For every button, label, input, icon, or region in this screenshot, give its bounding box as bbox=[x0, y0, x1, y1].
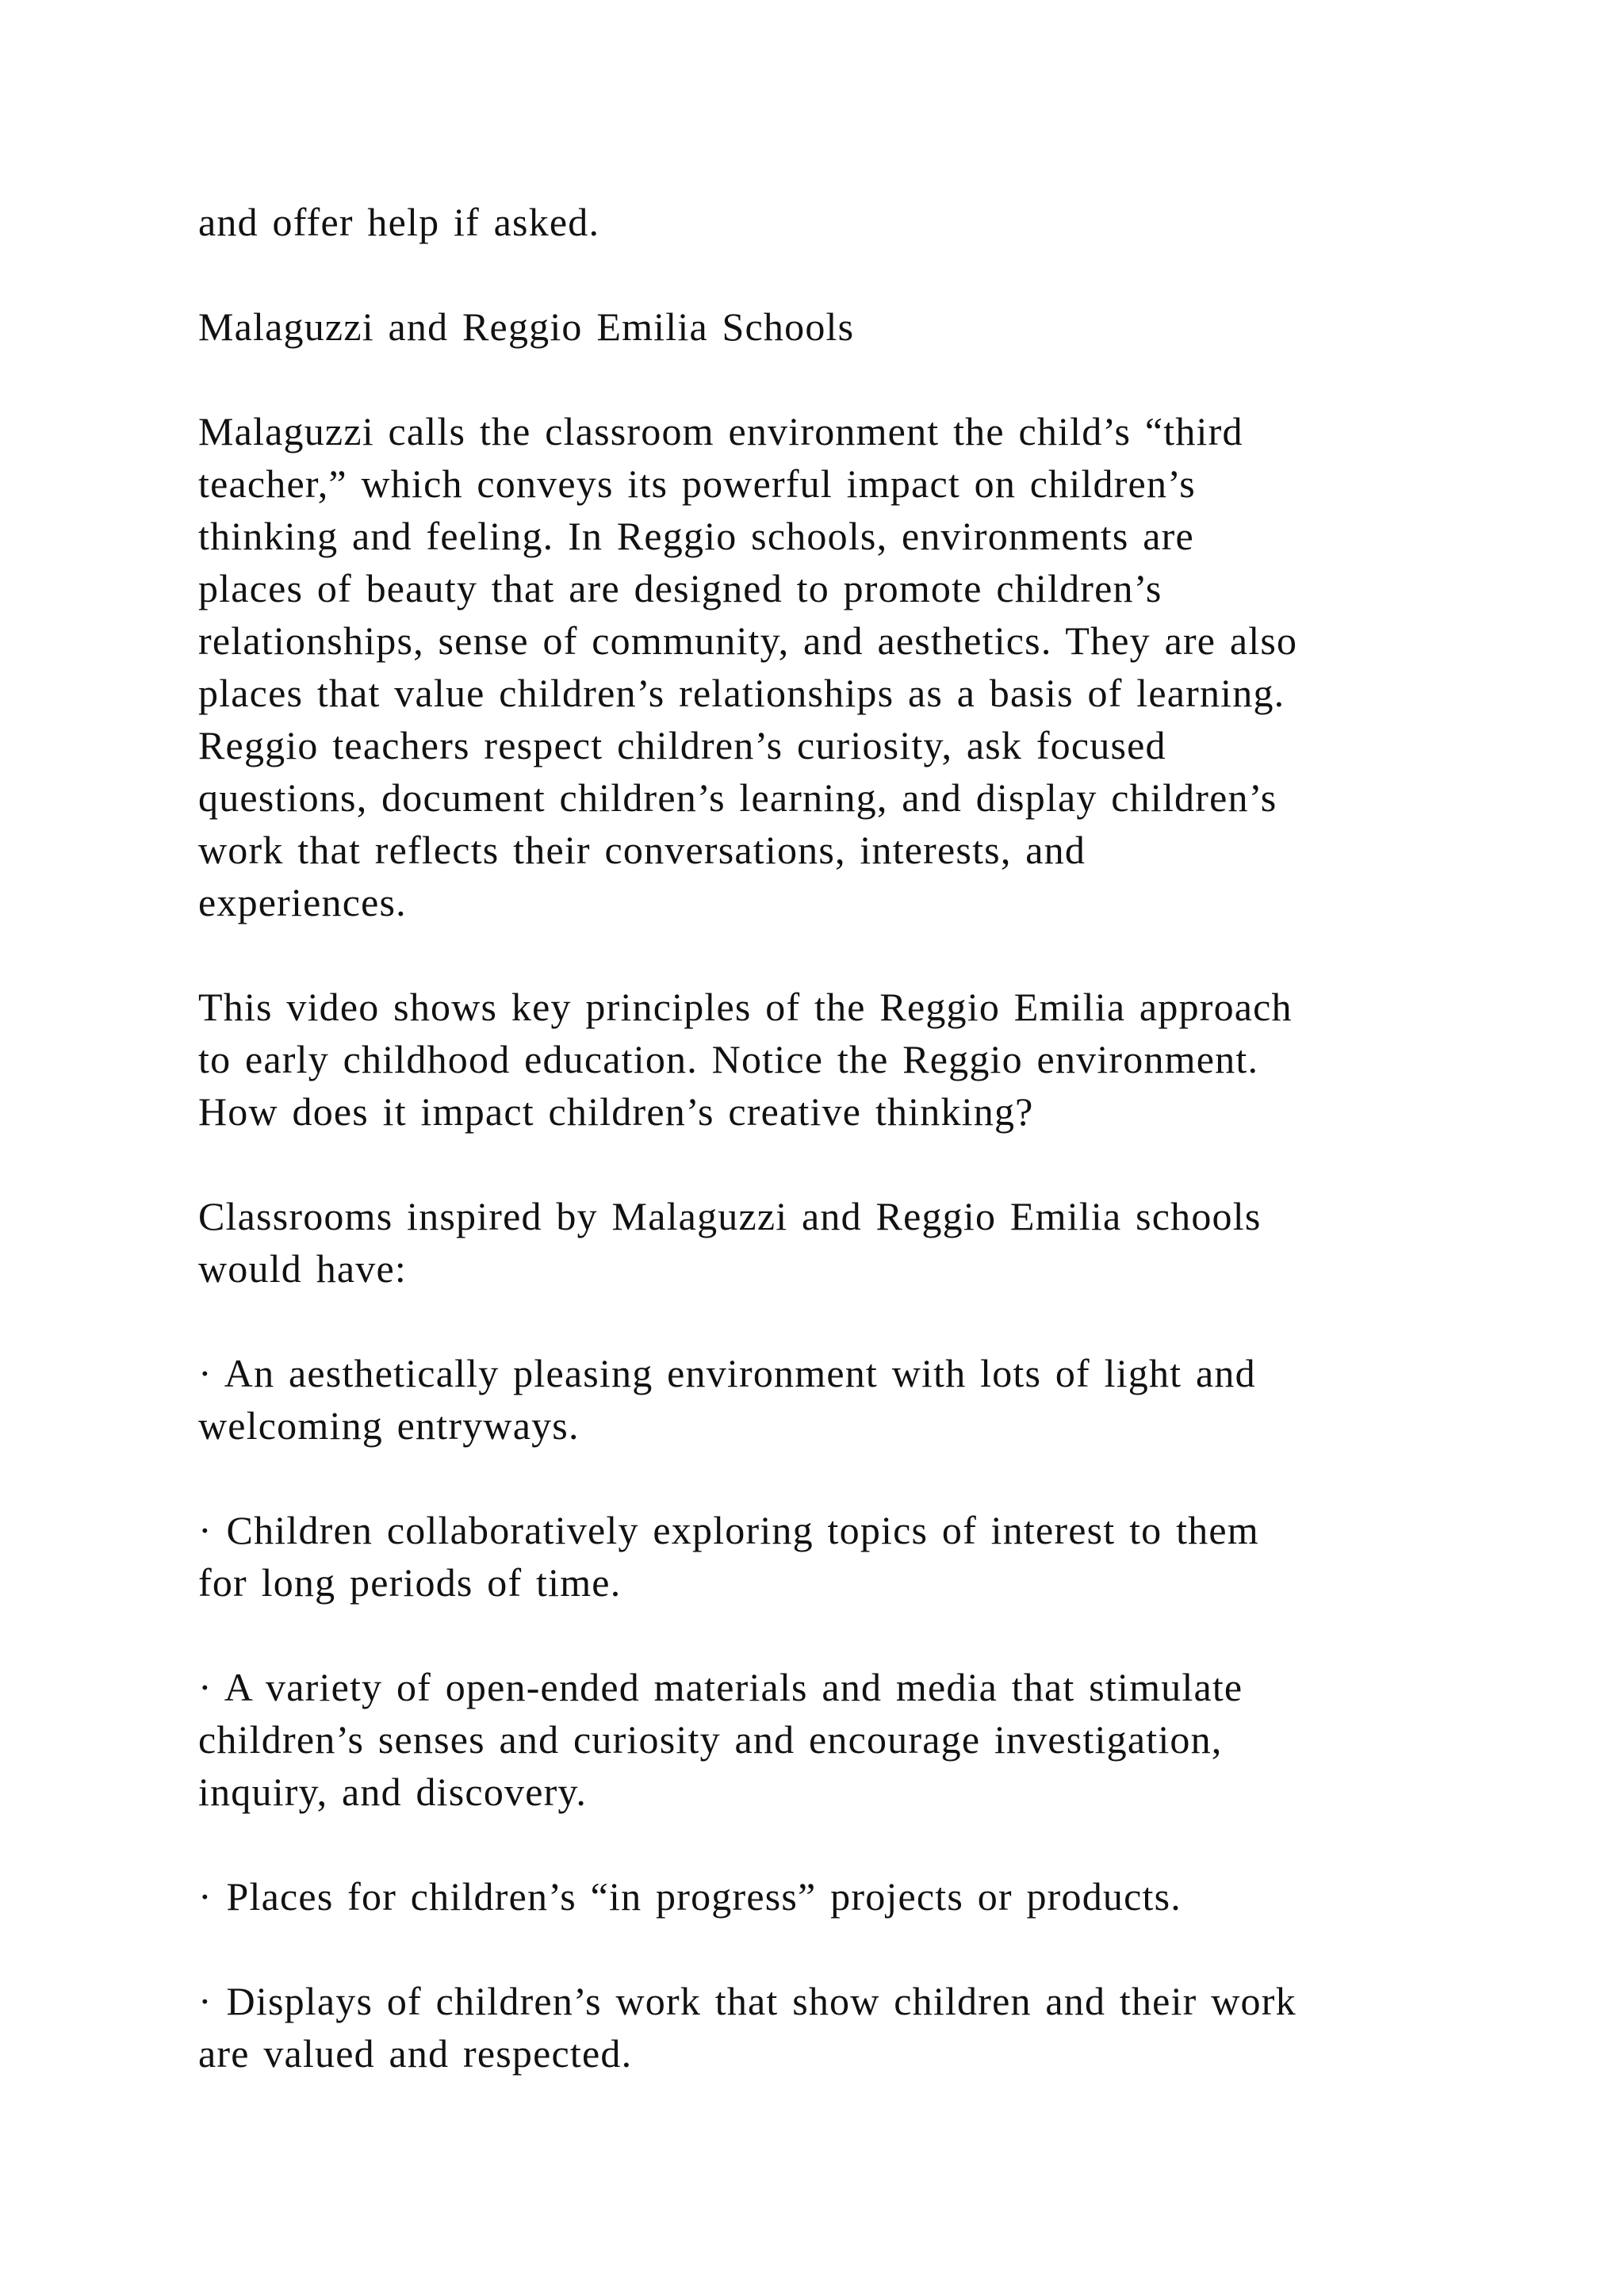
text-line: Reggio teachers respect children’s curiosity, ask focused bbox=[198, 723, 1166, 767]
text-line: questions, document children’s learning, and display children’s bbox=[198, 775, 1277, 820]
text-line: How does it impact children’s creative thinking? bbox=[198, 1089, 1034, 1134]
paragraph-classrooms-intro bbox=[198, 1190, 1515, 1295]
text-line: work that reflects their conversations, interests, and bbox=[198, 828, 1086, 872]
list-item bbox=[198, 1975, 1515, 2080]
document-body bbox=[198, 196, 1505, 2080]
text-line: Classrooms inspired by Malaguzzi and Reggio Emilia schools bbox=[198, 1194, 1262, 1238]
text-line: places of beauty that are designed to promote children’s bbox=[198, 566, 1162, 610]
list-item bbox=[198, 1347, 1515, 1452]
text-line: · Children collaboratively exploring topics of interest to them bbox=[198, 1508, 1259, 1552]
list-item bbox=[198, 1870, 1515, 1923]
text-line: thinking and feeling. In Reggio schools, environments are bbox=[198, 514, 1194, 558]
text-line: · An aesthetically pleasing environment with lots of light and bbox=[198, 1351, 1256, 1395]
section-heading bbox=[198, 300, 1515, 353]
text-line: relationships, sense of community, and aesthetics. They are also bbox=[198, 618, 1298, 663]
text-line: Malaguzzi calls the classroom environment the child’s “third bbox=[198, 409, 1243, 453]
text-line: · Displays of children’s work that show children and their work bbox=[198, 1979, 1297, 2023]
text-line: welcoming entryways. bbox=[198, 1403, 580, 1448]
list-item bbox=[198, 1661, 1515, 1818]
text-line: would have: bbox=[198, 1246, 407, 1291]
text-line: This video shows key principles of the Reggio Emilia approach bbox=[198, 985, 1293, 1029]
paragraph-continuation bbox=[198, 196, 1515, 248]
paragraph-third-teacher bbox=[198, 405, 1515, 928]
text-line: children’s senses and curiosity and encourage investigation, bbox=[198, 1717, 1223, 1762]
text-line: experiences. bbox=[198, 880, 407, 924]
text-line: · A variety of open-ended materials and media that stimulate bbox=[198, 1665, 1243, 1709]
text-line: · Places for children’s “in progress” projects or products. bbox=[198, 1874, 1182, 1919]
text-line: Malaguzzi and Reggio Emilia Schools bbox=[198, 304, 855, 349]
text-line: to early childhood education. Notice the Reggio environment. bbox=[198, 1037, 1259, 1081]
paragraph-video bbox=[198, 981, 1515, 1138]
text-line: for long periods of time. bbox=[198, 1560, 622, 1605]
text-line: are valued and respected. bbox=[198, 2031, 633, 2076]
text-line: and offer help if asked. bbox=[198, 200, 600, 244]
text-line: teacher,” which conveys its powerful impact on children’s bbox=[198, 461, 1196, 506]
text-line: places that value children’s relationships as a basis of learning. bbox=[198, 671, 1285, 715]
text-line: inquiry, and discovery. bbox=[198, 1770, 588, 1814]
list-item bbox=[198, 1504, 1515, 1609]
